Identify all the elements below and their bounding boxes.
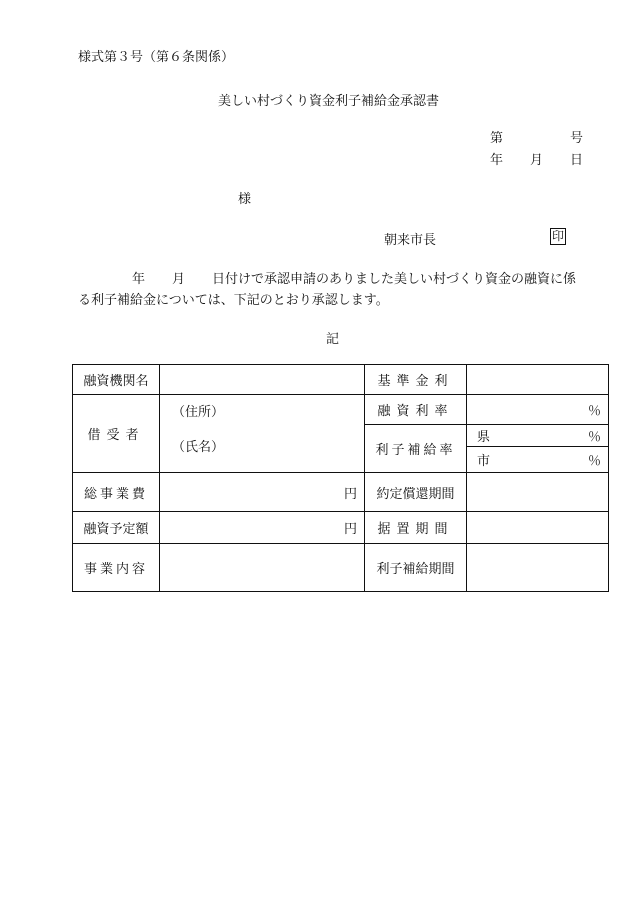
prefecture-rate-cell [467, 425, 609, 447]
document-title: 美しい村づくり資金利子補給金承認書 [218, 94, 440, 109]
total-cost-label: 総事業費 [73, 473, 160, 512]
body-line2: る利子補給金については、下記のとおり承認します。 [78, 293, 389, 308]
borrower-value [160, 395, 365, 473]
repayment-period-label: 約定償還期間 [365, 473, 467, 512]
project-label: 事業内容 [73, 544, 160, 592]
body-year: 年 [132, 272, 146, 287]
date-day: 日 [570, 153, 584, 168]
grace-period-label: 据置期間 [365, 512, 467, 544]
grace-period-value [467, 512, 609, 544]
borrower-label: 借受者 [73, 395, 160, 473]
institution-label: 融資機関名 [73, 365, 160, 395]
address-label: （住所） [172, 405, 225, 420]
name-label: （氏名） [172, 440, 225, 455]
planned-loan-yen: 円 [343, 522, 357, 537]
city-percent: ％ [587, 454, 601, 469]
date-year: 年 [490, 153, 504, 168]
seal-stamp: 印 [552, 229, 565, 243]
addressee-suffix: 様 [238, 192, 252, 207]
approval-table [72, 364, 609, 592]
ki-heading: 記 [326, 332, 340, 347]
planned-loan-label: 融資予定額 [73, 512, 160, 544]
subsidy-period-value [467, 544, 609, 592]
body-month: 月 [172, 272, 186, 287]
prefecture-percent: ％ [587, 430, 601, 445]
body-line1: 日付けで承認申請のありました美しい村づくり資金の融資に係 [212, 272, 577, 287]
issuer: 朝来市長 [384, 233, 437, 248]
subsidy-rate-label: 利子補給率 [365, 425, 467, 473]
total-cost-value [160, 473, 365, 512]
city-rate-cell [467, 447, 609, 473]
loan-rate-value [467, 395, 609, 425]
institution-value [160, 365, 365, 395]
doc-number-dai: 第 [490, 131, 504, 146]
base-rate-label: 基準金利 [365, 365, 467, 395]
subsidy-period-label: 利子補給期間 [365, 544, 467, 592]
repayment-period-value [467, 473, 609, 512]
base-rate-value [467, 365, 609, 395]
total-cost-yen: 円 [343, 486, 357, 502]
city-label: 市 [477, 454, 491, 469]
prefecture-label: 県 [477, 430, 491, 445]
loan-rate-label: 融資利率 [365, 395, 467, 425]
project-value [160, 544, 365, 592]
loan-rate-percent: ％ [587, 404, 601, 419]
date-month: 月 [530, 153, 544, 168]
planned-loan-value [160, 512, 365, 544]
form-number: 様式第３号（第６条関係） [78, 50, 235, 65]
doc-number-go: 号 [570, 131, 584, 146]
